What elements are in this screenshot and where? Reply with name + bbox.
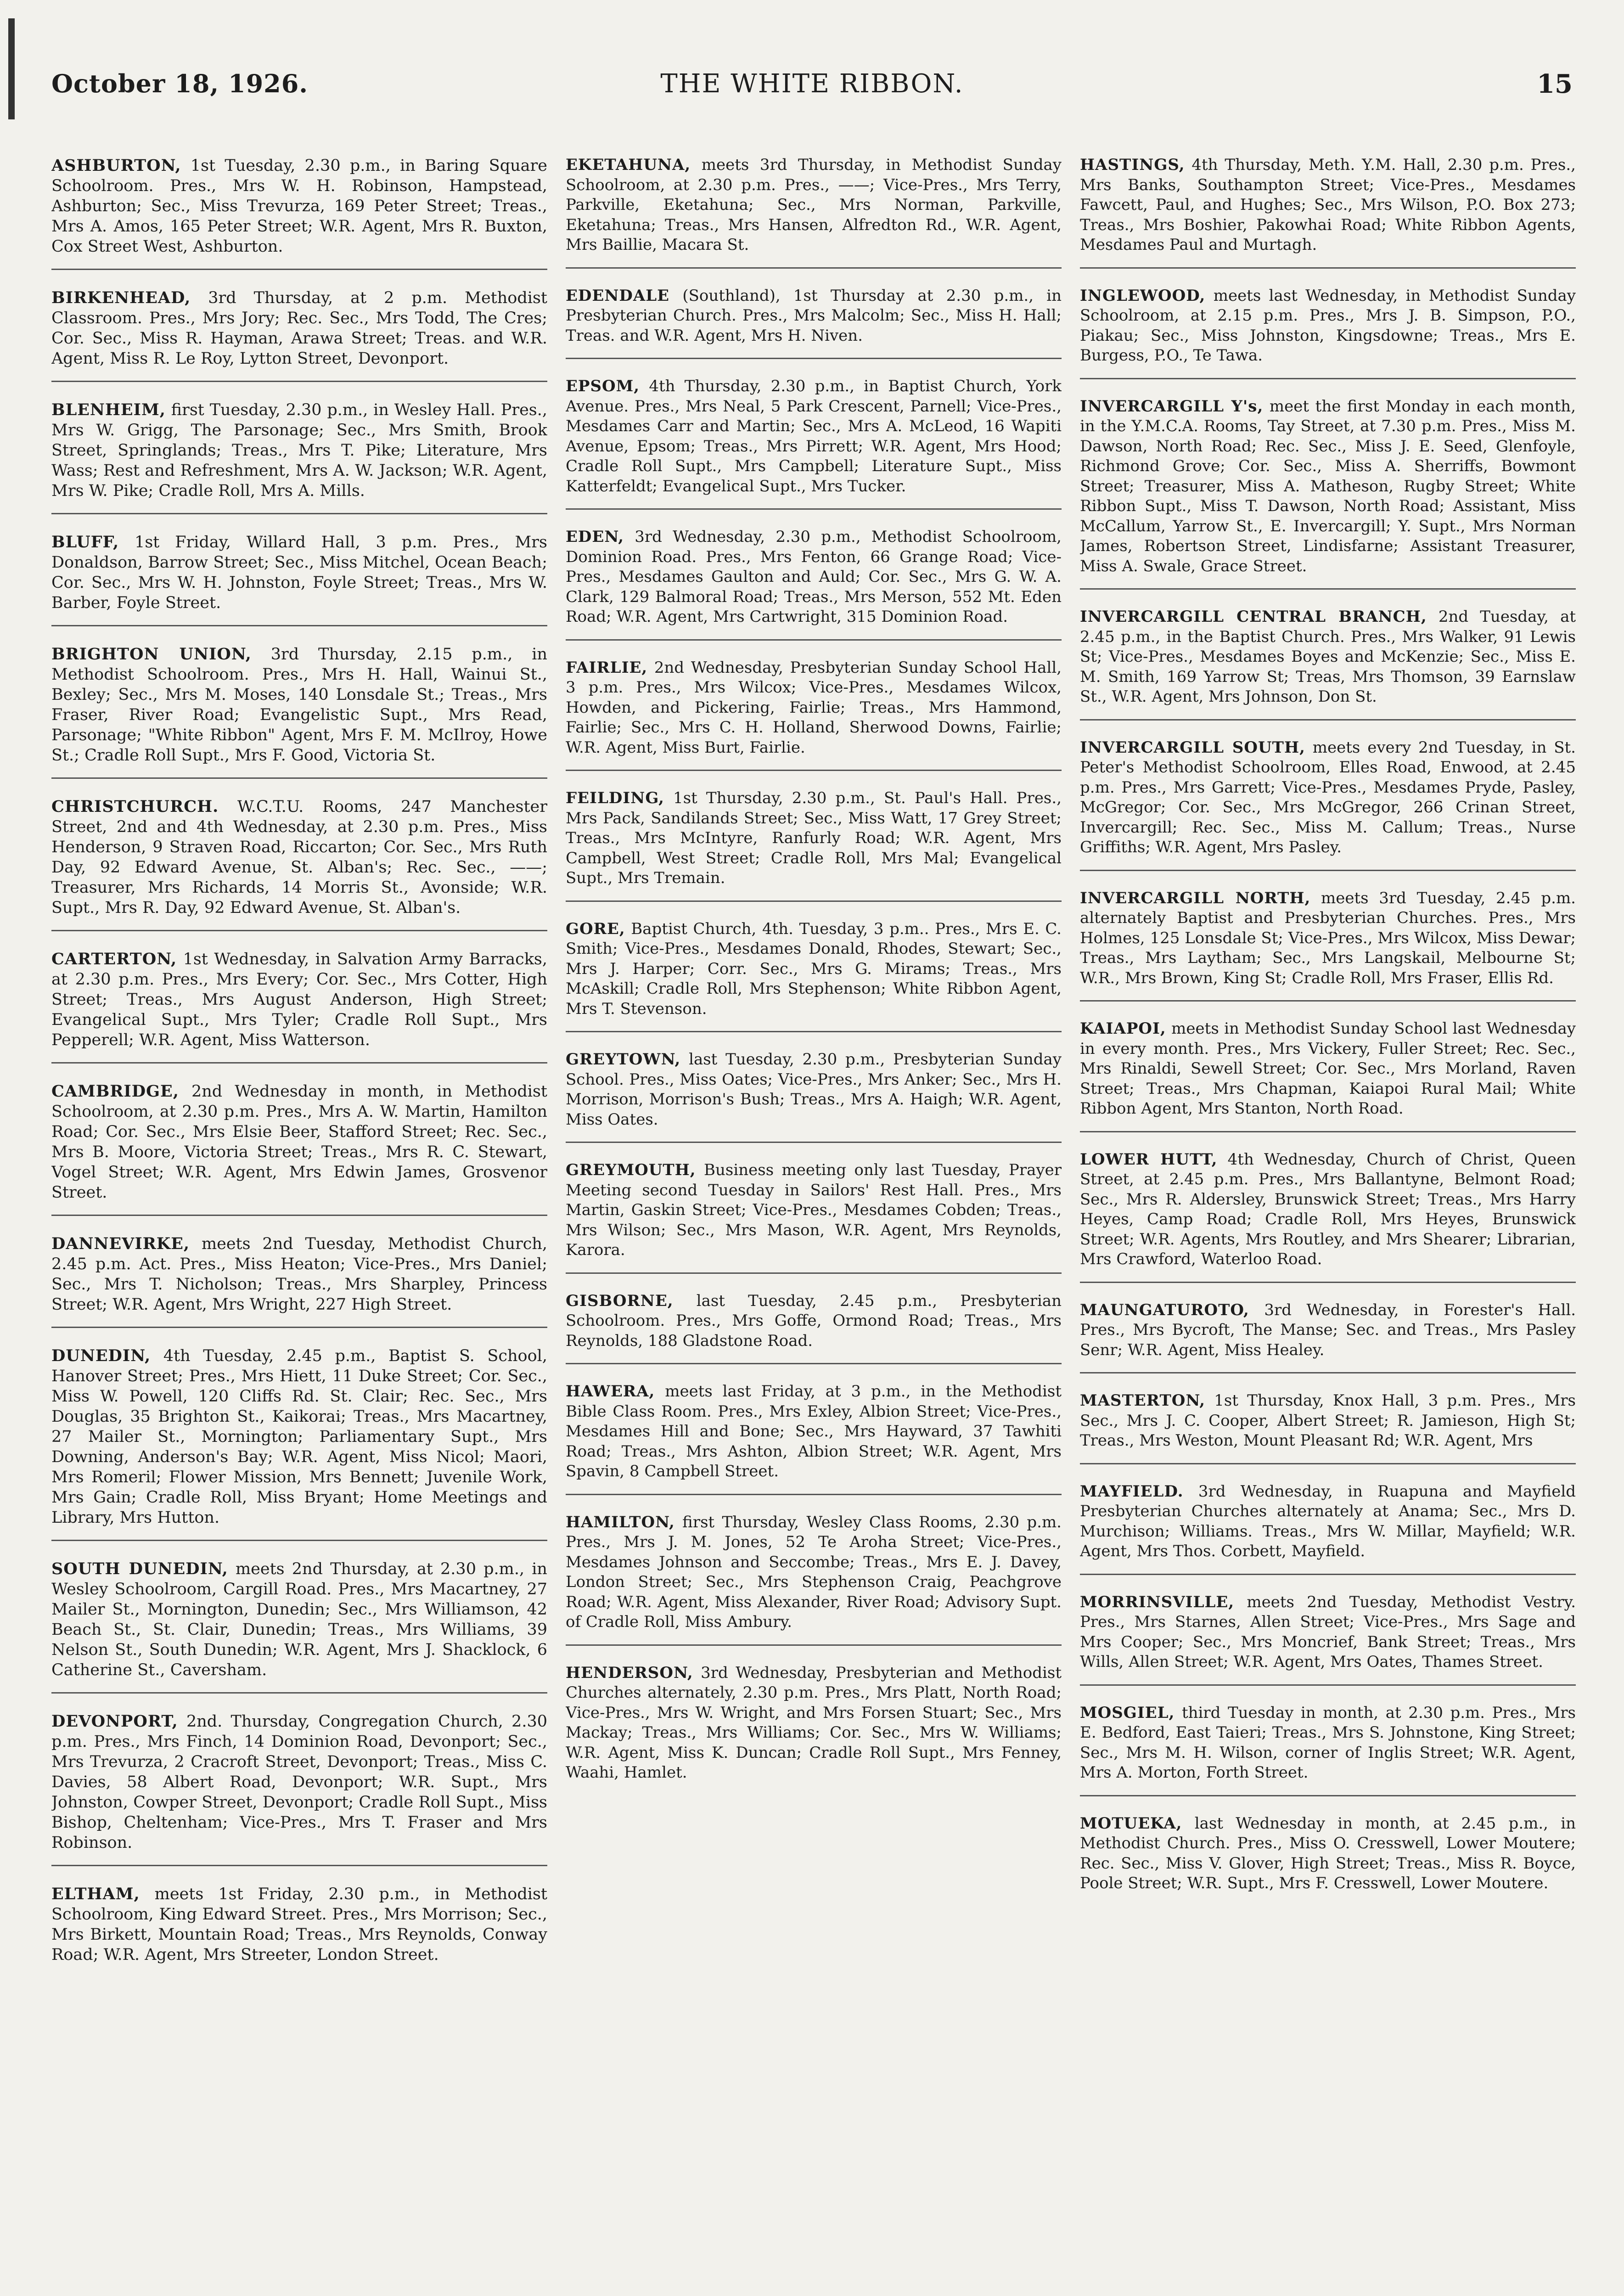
branch-name: LOWER HUTT, — [1080, 1150, 1218, 1169]
branch-details: 4th Thursday, 2.30 p.m., in Baptist Church, York Avenue. Pres., Mrs Neal, 5 Park Crescent, Parnell; Vice-Pres., Mesdames Carr and Martin; Sec., Mrs A. McLeod, 16 Wapiti Avenue, Epsom; Treas., Mrs Pirrett; W.R. Agent, Mrs Hood; Cradle Roll Supt., Mrs Campbell; Literature Supt., Miss Katterfeldt; Evangelical Supt., Mrs Tucker. — [566, 377, 1062, 495]
branch-entry — [1080, 1389, 1576, 1464]
branch-entry — [1080, 153, 1576, 269]
branch-name: INVERCARGILL SOUTH, — [1080, 738, 1305, 757]
branch-entry — [1080, 1591, 1576, 1686]
page-header — [51, 69, 1573, 119]
column-left — [51, 138, 547, 2296]
branch-entry — [51, 1882, 547, 1977]
branch-name: ELTHAM, — [51, 1885, 140, 1903]
branch-name: EPSOM, — [566, 377, 640, 395]
branch-details: 2nd Tuesday, at 2.45 p.m., in the Baptist Church. Pres., Mrs Walker, 91 Lewis St; Vice-Pres., Mesdames Boyes and McKenzie; Sec., Miss E. M. Smith, 169 Yarrow St; Treas, Mrs Thomson, 39 Earnslaw St., W.R. Agent, Mrs Johnson, Don St. — [1080, 608, 1576, 706]
branch-entry — [1080, 1701, 1576, 1796]
branch-details: 1st Thursday, 2.30 p.m., St. Paul's Hall. Pres., Mrs Pack, Sandilands Street; Sec., Miss Watt, 17 Grey Street; Treas., Mrs McIntyre, Ranfurly Road; W.R. Agent, Mrs Campbell, West Street; Cradle Roll, Mrs Mal; Evangelical Supt., Mrs Tremain. — [566, 789, 1062, 887]
branch-details: 4th Tuesday, 2.45 p.m., Baptist S. School, Hanover Street; Pres., Mrs Hiett, 11 Duke Street; Cor. Sec., Miss W. Powell, 120 Cliffs Rd. St. Clair; Rec. Sec., Mrs Douglas, 35 Brighton St., Kaikorai; Treas., Mrs Macartney, 27 Mailer St., Mornington; Parliamentary Supt., Mrs Downing, Anderson's Bay; W.R. Agent, Miss Nicol; Maori, Mrs Romeril; Flower Mission, Mrs Bennett; Juvenile Work, Mrs Gain; Cradle Roll, Miss Bryant; Home Meetings and Library, Mrs Hutton. — [51, 1347, 547, 1527]
branch-details: 3rd Thursday, at 2 p.m. Methodist Classroom. Pres., Mrs Jory; Rec. Sec., Mrs Todd, The Cres; Cor. Sec., Miss R. Hayman, Arawa Street; Treas. and W.R. Agent, Miss R. Le Roy, Lytton Street, Devonport. — [51, 289, 547, 368]
branch-details: 1st Thursday, Knox Hall, 3 p.m. Pres., Mrs Sec., Mrs J. C. Cooper, Albert Street; R. Jamieson, High St; Treas., Mrs Weston, Mount Pleasant Rd; W.R. Agent, Mrs — [1080, 1391, 1576, 1450]
branch-entry — [566, 656, 1062, 771]
branch-entry — [566, 1661, 1062, 1795]
branch-name: INGLEWOOD, — [1080, 286, 1206, 305]
branch-details: 2nd. Thursday, Congregation Church, 2.30 p.m. Pres., Mrs Finch, 14 Dominion Road, Devonport; Sec., Mrs Trevurza, 2 Cracroft Street, Devonport; Treas., Miss C. Davies, 58 Albert Road, Devonport; W.R. Supt., Mrs Johnston, Cowper Street, Devonport; Cradle Roll Supt., Miss Bishop, Cheltenham; Vice-Pres., Mrs T. Fraser and Mrs Robinson. — [51, 1712, 547, 1852]
branch-details: first Tuesday, 2.30 p.m., in Wesley Hall. Pres., Mrs W. Grigg, The Parsonage; Sec., Mrs Smith, Brook Street, Springlands; Treas., Mrs T. Pike; Literature, Mrs Wass; Rest and Refreshment, Mrs A. W. Jackson; W.R. Agent, Mrs W. Pike; Cradle Roll, Mrs A. Mills. — [51, 401, 547, 500]
branch-details: 2nd Wednesday in month, in Methodist Schoolroom, at 2.30 p.m. Pres., Mrs A. W. Martin, Hamilton Road; Cor. Sec., Mrs Elsie Beer, Stafford Street; Rec. Sec., Mrs B. Moore, Victoria Street; Treas., Mrs R. C. Stewart, Vogel Street; W.R. Agent, Mrs Edwin James, Grosvenor Street. — [51, 1082, 547, 1202]
branch-name: MORRINSVILLE, — [1080, 1593, 1235, 1611]
branch-name: INVERCARGILL NORTH, — [1080, 889, 1311, 907]
branch-details: 1st Wednesday, in Salvation Army Barracks, at 2.30 p.m. Pres., Mrs Every; Cor. Sec., Mrs Cotter, High Street; Treas., Mrs August Anderson, High Street; Evangelical Supt., Mrs Tyler; Cradle Roll Supt., Mrs Pepperell; W.R. Agent, Miss Watterson. — [51, 950, 547, 1049]
column-right — [1080, 138, 1576, 2296]
branch-name: ASHBURTON, — [51, 156, 181, 175]
branch-name: FEILDING, — [566, 789, 664, 807]
branch-name: DEVONPORT, — [51, 1712, 178, 1731]
branch-name: DUNEDIN, — [51, 1346, 151, 1365]
branch-details: first Thursday, Wesley Class Rooms, 2.30 p.m. Pres., Mrs J. M. Jones, 52 Te Aroha Street; Vice-Pres., Mesdames Johnson and Seccombe; Treas., Mrs E. J. Davey, London Street; Sec., Mrs Stephenson Craig, Peachgrove Road; W.R. Agent, Miss Alexander, River Road; Advisory Supt. of Cradle Roll, Miss Ambury. — [566, 1513, 1062, 1631]
page-edge-rule — [8, 18, 15, 119]
branch-name: CAMBRIDGE, — [51, 1082, 179, 1101]
branch-name: GREYTOWN, — [566, 1050, 681, 1069]
page-number: 15 — [1537, 69, 1573, 99]
branch-entry — [566, 375, 1062, 510]
branch-entry — [51, 1232, 547, 1328]
branch-name: EDENDALE — [566, 286, 670, 305]
branch-details: 1st Tuesday, 2.30 p.m., in Baring Square Schoolroom. Pres., Mrs W. H. Robinson, Hampstead, Ashburton; Sec., Miss Trevurza, 169 Peter Street; Treas., Mrs A. Amos, 165 Peter Street; W.R. Agent, Mrs R. Buxton, Cox Street West, Ashburton. — [51, 157, 547, 256]
column-middle — [566, 138, 1062, 2296]
branch-name: FAIRLIE, — [566, 658, 648, 677]
branch-details: 3rd Wednesday, in Ruapuna and Mayfield Presbyterian Churches alternately at Anama; Sec., Mrs D. Murchison; Williams. Treas., Mrs W. Millar, Mayfield; W.R. Agent, Mrs Thos. Corbett, Mayfield. — [1080, 1482, 1576, 1560]
branch-details: last Tuesday, 2.30 p.m., Presbyterian Sunday School. Pres., Miss Oates; Vice-Pres., Mrs Anker; Sec., Mrs H. Morrison, Morrison's Bush; Treas., Mrs A. Haigh; W.R. Agent, Miss Oates. — [566, 1050, 1062, 1129]
branch-details: 4th Thursday, Meth. Y.M. Hall, 2.30 p.m. Pres., Mrs Banks, Southampton Street; Vice-Pres., Mesdames Fawcett, Paul, and Hughes; Sec., Mrs Wilson, P.O. Box 273; Treas., Mrs Boshier, Pakowhai Road; White Ribbon Agents, Mesdames Paul and Murtagh. — [1080, 156, 1576, 254]
branch-name: HENDERSON, — [566, 1663, 693, 1682]
branch-details: 3rd Wednesday, in Forester's Hall. Pres., Mrs Bycroft, The Manse; Sec. and Treas., Mrs Pasley Senr; W.R. Agent, Miss Healey. — [1080, 1300, 1576, 1359]
branch-entry — [1080, 1480, 1576, 1575]
branch-entry — [1080, 605, 1576, 720]
branch-entry — [51, 398, 547, 514]
branch-entry — [566, 284, 1062, 360]
branch-entry — [566, 153, 1062, 269]
branch-details: last Wednesday in month, at 2.45 p.m., in Methodist Church. Pres., Miss O. Cresswell, Lower Moutere; Rec. Sec., Miss V. Glover, High Street; Treas., Miss R. Boyce, Poole Street; W.R. Supt., Mrs F. Cresswell, Lower Moutere. — [1080, 1814, 1576, 1892]
branch-entry — [1080, 1299, 1576, 1374]
branch-entry — [1080, 1148, 1576, 1283]
branch-name: HAWERA, — [566, 1382, 655, 1401]
branch-entry — [1080, 1812, 1576, 1906]
branch-entry — [566, 1380, 1062, 1495]
directory-columns — [51, 138, 1576, 2296]
branch-name: BLUFF, — [51, 533, 119, 551]
branch-name: MAUNGATUROTO, — [1080, 1300, 1249, 1319]
branch-details: 2nd Wednesday, Presbyterian Sunday School Hall, 3 p.m. Pres., Mrs Wilcox; Vice-Pres., Mesdames Wilcox, Howden, and Pickering, Fairlie; Treas., Mrs Hammond, Fairlie; Sec., Mrs C. H. Holland, Sherwood Downs, Fairlie; W.R. Agent, Miss Burt, Fairlie. — [566, 658, 1062, 757]
branch-entry — [566, 1289, 1062, 1365]
branch-entry — [51, 947, 547, 1064]
branch-details: meet the first Monday in each month, in the Y.M.C.A. Rooms, Tay Street, at 7.30 p.m. Pres., Miss M. Dawson, North Road; Rec. Sec., Miss J. E. Seed, Glenfoyle, Richmond Grove; Cor. Sec., Miss A. Sherriffs, Bowmont Street; Treasurer, Miss A. Matheson, Rugby Street; White Ribbon Supt., Miss T. Dawson, North Road; Assistant, Miss McCallum, Yarrow St., E. Invercargill; Y. Supt., Mrs Norman James, Robertson Street, Lindisfarne; Assistant Treasurer, Miss A. Swale, Grace Street. — [1080, 397, 1576, 575]
branch-entry — [566, 1511, 1062, 1646]
branch-entry — [51, 1080, 547, 1216]
branch-details: meets 2nd Tuesday, Methodist Vestry. Pres., Mrs Starnes, Allen Street; Vice-Pres., Mrs Sage and Mrs Cooper; Sec., Mrs Moncrief, Bank Street; Treas., Mrs Wills, Allen Street; W.R. Agent, Mrs Oates, Thames Street. — [1080, 1593, 1576, 1671]
branch-name: SOUTH DUNEDIN, — [51, 1559, 228, 1578]
branch-name: CHRISTCHURCH. — [51, 797, 219, 816]
branch-name: MOSGIEL, — [1080, 1703, 1175, 1722]
branch-details: third Tuesday in month, at 2.30 p.m. Pres., Mrs E. Bedford, East Taieri; Treas., Mrs S. Johnstone, King Street; Sec., Mrs M. H. Wilson, corner of Inglis Street; W.R. Agent, Mrs A. Morton, Forth Street. — [1080, 1703, 1576, 1782]
branch-entry — [566, 787, 1062, 902]
branch-name: MAYFIELD. — [1080, 1482, 1184, 1501]
branch-details: W.C.T.U. Rooms, 247 Manchester Street, 2nd and 4th Wednesday, at 2.30 p.m. Pres., Miss Henderson, 9 Straven Road, Riccarton; Cor. Sec., Mrs Ruth Day, 92 Edward Avenue, St. Alban's; Rec. Sec., ——; Treasurer, Mrs Richards, 14 Morris St., Avonside; W.R. Supt., Mrs R. Day, 92 Edward Avenue, St. Alban's. — [51, 798, 547, 917]
branch-entry — [1080, 736, 1576, 871]
branch-entry — [1080, 395, 1576, 590]
branch-details: 3rd Wednesday, 2.30 p.m., Methodist Schoolroom, Dominion Road. Pres., Mrs Fenton, 66 Grange Road; Vice-Pres., Mesdames Gaulton and Auld; Cor. Sec., Mrs G. W. A. Clark, 129 Balmoral Road; Treas., Mrs Merson, 552 Mt. Eden Road; W.R. Agent, Mrs Cartwright, 315 Dominion Road. — [566, 528, 1062, 626]
branch-details: last Tuesday, 2.45 p.m., Presbyterian Schoolroom. Pres., Mrs Goffe, Ormond Road; Treas., Mrs Reynolds, 188 Gladstone Road. — [566, 1291, 1062, 1350]
branch-entry — [1080, 1017, 1576, 1132]
branch-name: GREYMOUTH, — [566, 1161, 696, 1179]
branch-details: meets 3rd Tuesday, 2.45 p.m. alternately Baptist and Presbyterian Churches. Pres., Mrs Holmes, 125 Lonsdale St; Vice-Pres., Mrs Wilcox, Miss Dewar; Treas., Mrs Laytham; Sec., Mrs Langskail, Melbourne St; W.R., Mrs Brown, King St; Cradle Roll, Mrs Fraser, Ellis Rd. — [1080, 889, 1576, 987]
branch-entry — [566, 917, 1062, 1033]
branch-name: BIRKENHEAD, — [51, 288, 191, 307]
branch-details: meets last Wednesday, in Methodist Sunday Schoolroom, at 2.15 p.m. Pres., Mrs J. B. Simpson, P.O., Piakau; Sec., Miss Johnston, Kingsdowne; Treas., Mrs E. Burgess, P.O., Te Tawa. — [1080, 286, 1576, 365]
branch-entry — [51, 530, 547, 626]
branch-details: meets every 2nd Tuesday, in St. Peter's Methodist Schoolroom, Elles Road, Enwood, at 2.45 p.m. Pres., Mrs Garrett; Vice-Pres., Mesdames Pryde, Pasley, McGregor; Cor. Sec., Mrs McGregor, 266 Crinan Street, Invercargill; Rec. Sec., Miss M. Callum; Treas., Nurse Griffiths; W.R. Agent, Mrs Pasley. — [1080, 738, 1576, 856]
branch-details: (Southland), 1st Thursday at 2.30 p.m., in Presbyterian Church. Pres., Mrs Malcolm; Sec., Miss H. Hall; Treas. and W.R. Agent, Mrs H. Niven. — [566, 286, 1062, 345]
publication-title: THE WHITE RIBBON. — [660, 69, 964, 99]
branch-name: EDEN, — [566, 528, 624, 546]
branch-details: meets 2nd Tuesday, Methodist Church, 2.45 p.m. Act. Pres., Miss Heaton; Vice-Pres., Mrs Daniel; Sec., Mrs T. Nicholson; Treas., Mrs Sharpley, Princess Street; W.R. Agent, Mrs Wright, 227 High Street. — [51, 1235, 547, 1314]
branch-name: CARTERTON, — [51, 950, 177, 968]
branch-entry — [566, 1159, 1062, 1274]
branch-details: 4th Wednesday, Church of Christ, Queen Street, at 2.45 p.m. Pres., Mrs Ballantyne, Belmont Road; Sec., Mrs R. Aldersley, Brunswick Street; Treas., Mrs Harry Heyes, Camp Road; Cradle Roll, Mrs Heyes, Brunswick Street; W.R. Agents, Mrs Routley, and Mrs Shearer; Librarian, Mrs Crawford, Waterloo Road. — [1080, 1150, 1576, 1268]
branch-name: EKETAHUNA, — [566, 156, 691, 174]
branch-name: INVERCARGILL CENTRAL BRANCH, — [1080, 608, 1427, 626]
branch-entry — [51, 154, 547, 270]
branch-entry — [51, 286, 547, 382]
branch-details: 1st Friday, Willard Hall, 3 p.m. Pres., Mrs Donaldson, Barrow Street; Sec., Miss Mitchel, Ocean Beach; Cor. Sec., Mrs W. H. Johnston, Foyle Street; Treas., Mrs W. Barber, Foyle Street. — [51, 533, 547, 612]
branch-details: meets 3rd Thursday, in Methodist Sunday Schoolroom, at 2.30 p.m. Pres., ——; Vice-Pres., Mrs Terry, Parkville, Eketahuna; Sec., Mrs Norman, Parkville, Eketahuna; Treas., Mrs Hansen, Alfredton Rd., W.R. Agent, Mrs Baillie, Macara St. — [566, 156, 1062, 254]
branch-details: 3rd Wednesday, Presbyterian and Methodist Churches alternately, 2.30 p.m. Pres., Mrs Platt, North Road; Vice-Pres., Mrs W. Wright, and Mrs Forsen Stuart; Sec., Mrs Mackay; Treas., Mrs Williams; Cor. Sec., Mrs W. Williams; W.R. Agent, Miss K. Duncan; Cradle Roll Supt., Mrs Fenney, Waahi, Hamlet. — [566, 1663, 1062, 1782]
branch-entry — [566, 1048, 1062, 1143]
branch-details: meets in Methodist Sunday School last Wednesday in every month. Pres., Mrs Vickery, Fuller Street; Rec. Sec., Mrs Rinaldi, Sewell Street; Cor. Sec., Mrs Morland, Raven Street; Treas., Mrs Chapman, Kaiapoi Rural Mail; White Ribbon Agent, Mrs Stanton, North Road. — [1080, 1019, 1576, 1118]
branch-details: Baptist Church, 4th. Tuesday, 3 p.m.. Pres., Mrs E. C. Smith; Vice-Pres., Mesdames Donald, Rhodes, Stewart; Sec., Mrs J. Harper; Corr. Sec., Mrs G. Mirams; Treas., Mrs McAskill; Cradle Roll, Mrs Stephenson; White Ribbon Agent, Mrs T. Stevenson. — [566, 919, 1062, 1018]
branch-entry — [51, 1557, 547, 1694]
branch-name: DANNEVIRKE, — [51, 1234, 190, 1253]
branch-name: HAMILTON, — [566, 1513, 675, 1531]
branch-name: KAIAPOI, — [1080, 1019, 1166, 1038]
branch-details: meets 2nd Thursday, at 2.30 p.m., in Wesley Schoolroom, Cargill Road. Pres., Mrs Macartney, 27 Mailer St., Mornington, Dunedin; Sec., Mrs Williamson, 42 Beach St., St. Clair, Dunedin; Treas., Mrs Williams, 39 Nelson St., South Dunedin; W.R. Agent, Mrs J. Shacklock, 6 Catherine St., Caversham. — [51, 1560, 547, 1679]
branch-name: MASTERTON, — [1080, 1391, 1206, 1410]
branch-entry — [51, 795, 547, 931]
branch-details: Business meeting only last Tuesday, Prayer Meeting second Tuesday in Sailors' Rest Hall. Pres., Mrs Martin, Gaskin Street; Vice-Pres., Mesdames Cobden; Treas., Mrs Wilson; Sec., Mrs Mason, W.R. Agent, Mrs Reynolds, Karora. — [566, 1161, 1062, 1259]
branch-name: GISBORNE, — [566, 1291, 674, 1310]
branch-name: HASTINGS, — [1080, 156, 1185, 174]
branch-entry — [566, 525, 1062, 641]
issue-date: October 18, 1926. — [51, 69, 309, 98]
branch-entry — [51, 1710, 547, 1866]
branch-entry — [51, 642, 547, 779]
branch-name: BLENHEIM, — [51, 400, 166, 419]
branch-details: 3rd Thursday, 2.15 p.m., in Methodist Schoolroom. Pres., Mrs H. Hall, Wainui St., Bexley; Sec., Mrs M. Moses, 140 Lonsdale St.; Treas., Mrs Fraser, River Road; Evangelistic Supt., Mrs Read, Parsonage; "White Ribbon" Agent, Mrs F. M. McIlroy, Howe St.; Cradle Roll Supt., Mrs F. Good, Victoria St. — [51, 645, 547, 765]
branch-entry — [1080, 284, 1576, 379]
branch-details: meets 1st Friday, 2.30 p.m., in Methodist Schoolroom, King Edward Street. Pres., Mrs Morrison; Sec., Mrs Birkett, Mountain Road; Treas., Mrs Reynolds, Conway Road; W.R. Agent, Mrs Streeter, London Street. — [51, 1885, 547, 1964]
branch-name: GORE, — [566, 919, 625, 938]
branch-details: meets last Friday, at 3 p.m., in the Methodist Bible Class Room. Pres., Mrs Exley, Albion Street; Vice-Pres., Mesdames Hill and Bone; Sec., Mrs Hayward, 37 Tawhiti Road; Treas., Mrs Ashton, Albion Street; W.R. Agent, Mrs Spavin, 8 Campbell Street. — [566, 1382, 1062, 1480]
branch-entry — [51, 1344, 547, 1541]
branch-name: MOTUEKA, — [1080, 1814, 1182, 1833]
branch-entry — [1080, 887, 1576, 1002]
branch-name: BRIGHTON UNION, — [51, 645, 252, 664]
branch-name: INVERCARGILL Y's, — [1080, 397, 1264, 416]
